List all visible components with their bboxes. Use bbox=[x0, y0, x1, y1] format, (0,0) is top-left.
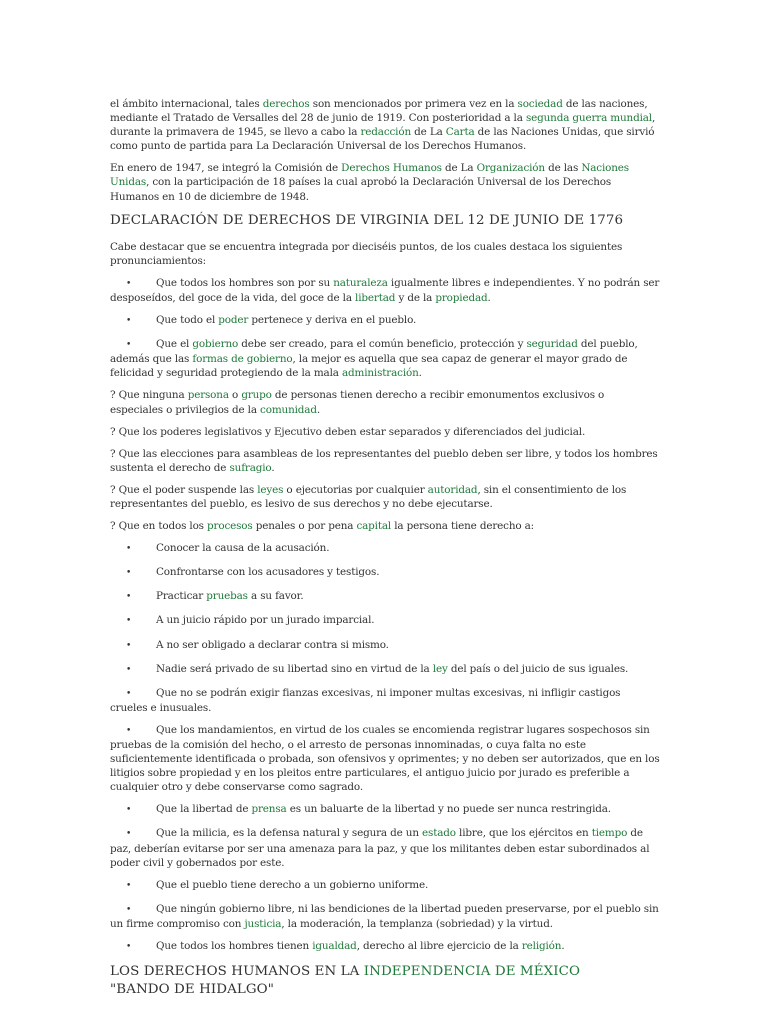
text-link[interactable]: prensa bbox=[251, 803, 287, 816]
text-link[interactable]: sufragio bbox=[229, 461, 272, 474]
text-link[interactable]: naturaleza bbox=[333, 276, 388, 289]
paragraph: ? Que los poderes legislativos y Ejecutivo deben estar separados y diferenciados del judicial. bbox=[110, 425, 586, 438]
text-link[interactable]: religión bbox=[521, 940, 562, 953]
text-link[interactable]: igualdad bbox=[312, 940, 357, 953]
bullet-icon: • bbox=[126, 316, 132, 327]
text-link[interactable]: INDEPENDENCIA DE MÉXICO bbox=[363, 964, 581, 980]
list-item-text: Practicar pruebas a su favor. bbox=[156, 590, 304, 603]
list-item-text: Que el gobierno debe ser creado, para el común beneficio, protección y seguridad del pueblo, además que las formas de gobierno, la mejor es aquella que sea capaz de generar el mayor grado de felicidad y seguridad protegiendo de la mala administración. bbox=[110, 338, 638, 380]
text-link[interactable]: justicia bbox=[244, 917, 282, 930]
list-item bbox=[110, 802, 660, 817]
text-link[interactable]: gobierno bbox=[192, 338, 239, 351]
bullet-icon: • bbox=[126, 880, 132, 891]
text-link[interactable]: poder bbox=[218, 314, 249, 327]
list-item bbox=[110, 313, 660, 328]
list-item bbox=[110, 878, 660, 893]
text-link[interactable]: sociedad bbox=[517, 98, 563, 110]
text-link[interactable]: propiedad bbox=[435, 291, 488, 304]
bullet-icon: • bbox=[126, 340, 132, 351]
list-item bbox=[110, 723, 660, 794]
bullet-icon: • bbox=[126, 592, 132, 603]
rights-list bbox=[110, 541, 660, 954]
list-item-text: A un juicio rápido por un jurado imparcial. bbox=[156, 614, 375, 627]
bullet-icon: • bbox=[126, 688, 132, 699]
bullet-icon: • bbox=[126, 278, 132, 289]
text-link[interactable]: formas de gobierno bbox=[192, 353, 293, 366]
paragraph: En enero de 1947, se integró la Comisión de Derechos Humanos de La Organización de las Naciones Unidas, con la participación de 18 países la cual aprobó la Declaración Universal de los Derechos Humanos en 10 de diciembre de 1948. bbox=[110, 162, 629, 203]
bullet-icon: • bbox=[126, 544, 132, 555]
text-link[interactable]: autoridad bbox=[427, 483, 478, 496]
text-link[interactable]: tiempo bbox=[591, 827, 628, 840]
bullet-icon: • bbox=[126, 829, 132, 840]
paragraph: Cabe destacar que se encuentra integrada por dieciséis puntos, de los cuales destaca los siguientes pronunciamientos: bbox=[110, 240, 623, 267]
text-link[interactable]: administración bbox=[341, 367, 419, 380]
text-link[interactable]: capital bbox=[356, 520, 392, 533]
list-item bbox=[110, 939, 660, 954]
list-item-text: Que la milicia, es la defensa natural y segura de un estado libre, que los ejércitos en tiempo de paz, deberían evitarse por ser una amenaza para la paz, y que los militantes deben estar subordinados al poder civil y gobernados por este. bbox=[110, 827, 650, 869]
bullet-icon: • bbox=[126, 568, 132, 579]
bullet-icon: • bbox=[126, 725, 132, 736]
list-item bbox=[110, 686, 660, 715]
bullet-icon: • bbox=[126, 640, 132, 651]
list-item-text: Que no se podrán exigir fianzas excesivas, ni imponer multas excesivas, ni infligir castigos crueles e inusuales. bbox=[110, 686, 621, 714]
text-link[interactable]: leyes bbox=[257, 483, 284, 496]
list-item-text: Nadie será privado de su libertad sino en virtud de la ley del país o del juicio de sus iguales. bbox=[156, 662, 629, 675]
paragraph: ? Que ninguna persona o grupo de personas tienen derecho a recibir emonumentos exclusivos o especiales o privilegios de la comunidad. bbox=[110, 389, 605, 416]
list-item bbox=[110, 638, 660, 653]
list-item bbox=[110, 276, 660, 305]
list-item-text: Conocer la causa de la acusación. bbox=[156, 542, 330, 555]
text-link[interactable]: redacción bbox=[360, 126, 412, 139]
list-item bbox=[110, 337, 660, 380]
text-link[interactable]: derechos bbox=[262, 98, 310, 110]
list-item bbox=[110, 589, 660, 604]
list-item bbox=[110, 565, 660, 580]
paragraph: ? Que el poder suspende las leyes o ejecutorias por cualquier autoridad, sin el consentimiento de los representantes del pueblo, es lesivo de sus derechos y no debe ejecutarse. bbox=[110, 483, 627, 510]
text-link[interactable]: libertad bbox=[355, 291, 396, 304]
bullet-icon: • bbox=[126, 805, 132, 816]
list-item-text: Que todo el poder pertenece y deriva en el pueblo. bbox=[156, 314, 417, 327]
text-link[interactable]: Naciones Unidas bbox=[110, 162, 629, 189]
bullet-icon: • bbox=[126, 904, 132, 915]
text-link[interactable]: segunda guerra mundial bbox=[525, 112, 652, 125]
section-heading: DECLARACIÓN DE DERECHOS DE VIRGINIA DEL 12 DE JUNIO DE 1776 bbox=[110, 212, 624, 228]
bullet-icon: • bbox=[126, 942, 132, 953]
list-item-text: Confrontarse con los acusadores y testigos. bbox=[156, 566, 380, 579]
list-item-text: Que la libertad de prensa es un baluarte de la libertad y no puede ser nunca restringida. bbox=[156, 803, 611, 816]
list-item bbox=[110, 662, 660, 677]
list-item-text: Que el pueblo tiene derecho a un gobierno uniforme. bbox=[156, 878, 429, 891]
text-link[interactable]: persona bbox=[187, 389, 229, 402]
text-link[interactable]: grupo bbox=[241, 389, 272, 402]
list-item-text: Que los mandamientos, en virtud de los cuales se encomienda registrar lugares sospechosos sin pruebas de la comisión del hecho, o el arresto de personas innominadas, o cuya falta no este suficientemente identificada o probada, son ofensivos y oprimentes; y no deben ser autorizados, que en los litigios sobre propiedad y en los pleitos entre particulares, el antiguo juicio por jurado es preferible a cualquier otro y debe conservarse como sagrado. bbox=[110, 723, 660, 794]
bullet-list bbox=[110, 276, 660, 381]
list-item-text: Que todos los hombres tienen igualdad, derecho al libre ejercicio de la religión. bbox=[156, 940, 565, 953]
text-link[interactable]: seguridad bbox=[526, 338, 578, 351]
list-item-text: Que ningún gobierno libre, ni las bendiciones de la libertad pueden preservarse, por el pueblo sin un firme compromiso con justicia, la moderación, la templanza (sobriedad) y la virtud. bbox=[110, 902, 659, 930]
text-link[interactable]: comunidad bbox=[260, 403, 317, 416]
text-link[interactable]: estado bbox=[422, 827, 456, 840]
paragraph: el ámbito internacional, tales derechos son mencionados por primera vez en la sociedad de las naciones, mediante el Tratado de Versalles del 28 de junio de 1919. Con posterioridad a la segunda guerra mundial, durante la primavera de 1945, se llevo a cabo la redacción de La Carta de las Naciones Unidas, que sirvió como punto de partida para La Declaración Universal de los Derechos Humanos. bbox=[110, 98, 656, 153]
intro-section bbox=[110, 97, 660, 204]
points-section bbox=[110, 388, 660, 533]
section-heading-mexico: LOS DERECHOS HUMANOS EN LA INDEPENDENCIA DE MÉXICO "BANDO DE HIDALGO" bbox=[110, 964, 581, 998]
text-link[interactable]: ley bbox=[432, 662, 448, 675]
bullet-icon: • bbox=[126, 616, 132, 627]
paragraph: ? Que en todos los procesos penales o por pena capital la persona tiene derecho a: bbox=[110, 520, 535, 533]
list-item bbox=[110, 613, 660, 628]
text-link[interactable]: Derechos Humanos bbox=[341, 162, 442, 175]
list-item bbox=[110, 826, 660, 869]
list-item bbox=[110, 541, 660, 556]
text-link[interactable]: Organización bbox=[476, 162, 545, 175]
text-link[interactable]: pruebas bbox=[206, 590, 248, 603]
text-link[interactable]: procesos bbox=[207, 520, 253, 533]
paragraph: ? Que las elecciones para asambleas de los representantes del pueblo deben ser libre, y todos los hombres sustenta el derecho de sufragio. bbox=[110, 447, 658, 474]
text-link[interactable]: Carta bbox=[445, 126, 475, 139]
list-item-text: A no ser obligado a declarar contra si mismo. bbox=[156, 638, 389, 651]
list-item-text: Que todos los hombres son por su naturaleza igualmente libres e independientes. Y no podrán ser desposeídos, del goce de la vida, del goce de la libertad y de la propiedad. bbox=[110, 276, 660, 304]
list-item bbox=[110, 902, 660, 931]
bullet-icon: • bbox=[126, 664, 132, 675]
